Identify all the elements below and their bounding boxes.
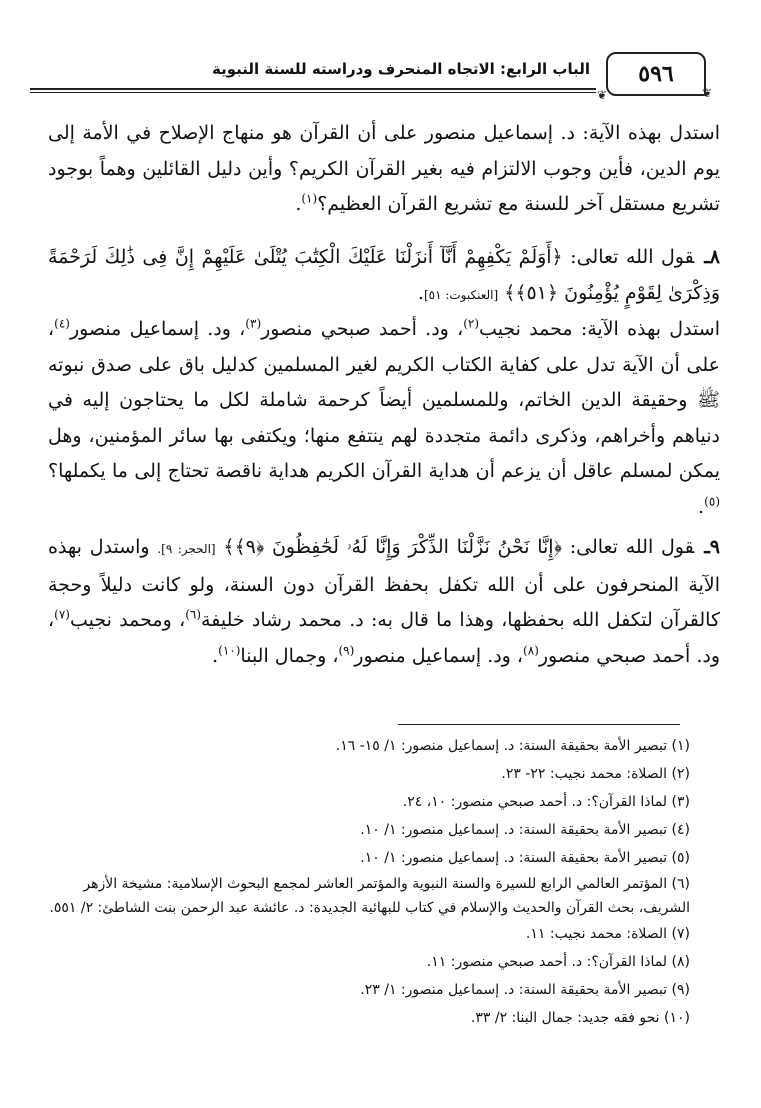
ornament-icon: ❦ (702, 86, 713, 100)
punctuation: . (417, 281, 424, 304)
paragraph-text: استدل بهذه الآية: د. إسماعيل منصور على أن القرآن هو منهاج الإصلاح في الأمة إلى يوم الدين، فأين وجوب الالتزام فيه بغير القرآن الكريم؟ وأين دليل القائلين وهماً بوجود تشريع مستقل آخر للسنة مع تشريع القرآن العظيم؟ (48, 122, 720, 215)
paragraph-text: ، وجمال البنا (240, 644, 339, 667)
paragraph-text: ، ود. إسماعيل منصور (69, 318, 246, 340)
footnote-item: (٨) لماذا القرآن؟: د. أحمد صبحي منصور: ١١. (426, 954, 690, 970)
footnote-item: (١٠) نحو فقه جديد: جمال البنا: ٢/ ٣٣. (470, 1010, 690, 1026)
punctuation: . (698, 495, 705, 518)
ornament-icon: ❦ (597, 88, 608, 102)
paragraph-text: ، على أن الآية تدل على كفاية الكتاب الكريم لغير المسلمين كدليل باق على صدق نبوته ﷺ وحقيقة الدين الخاتم، وللمسلمين أيضاً كرحمة شاملة لكل ما يحتاجون إليه في دنياهم وأخراهم، وذكرى دائمة متجددة لهم ينتفع منها؛ ويكتفى بها سائر المؤمنين، وهل يمكن لمسلم عاقل أن يزعم أن هداية القرآن الكريم هداية ناقصة تحتاج إلى ما يكملها؟ (48, 318, 720, 482)
footnote-separator (398, 724, 680, 725)
footnote-item: (٥) تبصير الأمة بحقيقة السنة: د. إسماعيل منصور: ١/ ١٠. (360, 850, 690, 866)
footnotes-list (40, 732, 690, 1032)
numbered-item-8 (48, 240, 720, 313)
header-rule (30, 88, 596, 90)
numbered-item-9 (48, 530, 720, 674)
paragraph-text: ، ود. إسماعيل منصور (354, 644, 524, 667)
paragraph-text: ، ومحمد نجيب (69, 609, 186, 631)
verse-citation: [الحجر: ٩]. (157, 542, 216, 556)
item-lead: قول الله تعالى: (562, 246, 695, 268)
item-number: ٨ـ (704, 246, 720, 268)
footnote-item: (٤) تبصير الأمة بحقيقة السنة: د. إسماعيل منصور: ١/ ١٠. (360, 822, 690, 838)
paragraph-text: استدل بهذه الآية: محمد نجيب (479, 318, 720, 340)
verse-citation: [العنكبوت: ٥١] (423, 287, 499, 302)
footnote-ref[interactable]: (٥) (704, 494, 720, 509)
footnote-ref[interactable]: (٦) (185, 607, 202, 622)
footnote-ref[interactable]: (١) (301, 191, 318, 206)
footnote-ref[interactable]: (٩) (338, 643, 355, 658)
footnote-ref[interactable]: (٢) (463, 316, 480, 331)
header-rule-thin (30, 92, 596, 93)
item-lead: قول الله تعالى: (561, 536, 695, 558)
footnote-ref[interactable]: (٣) (245, 316, 262, 331)
footnote-ref[interactable]: (٤) (54, 316, 70, 331)
paragraph-text: واستدل بهذه الآية المنحرفون على أن الله تكفل بحفظ القرآن دون السنة، ولو كانت دليلاً وحجة كالقرآن لتكفل الله بحفظها، وهذا ما قال به: د. محمد رشاد خليفة (48, 536, 721, 631)
item-number: ٩ـ (704, 536, 720, 558)
footnote-item: (٣) لماذا القرآن؟: د. أحمد صبحي منصور: ١٠، ٢٤. (402, 794, 690, 810)
paragraph-text: ، ود. أحمد صبحي منصور (48, 609, 720, 667)
page-number: ٥٩٦ (606, 52, 706, 96)
paragraph-text: ، ود. أحمد صبحي منصور (261, 318, 464, 340)
quran-verse: ﴿أَوَلَمْ يَكْفِهِمْ أَنَّآ أَنزَلْنَا عَلَيْكَ الْكِتَٰبَ يُتْلَىٰ عَلَيْهِمْ إِنَّ فِى ذَٰلِكَ لَرَحْمَةً وَذِكْرَىٰ لِقَوْمٍ يُؤْمِنُونَ ﴿٥١﴾﴾ (48, 246, 720, 304)
paragraph-1 (48, 116, 720, 223)
footnote-item: (٢) الصلاة: محمد نجيب: ٢٢- ٢٣. (501, 766, 690, 782)
footnote-item: (٩) تبصير الأمة بحقيقة السنة: د. إسماعيل منصور: ١/ ٢٣. (360, 982, 690, 998)
punctuation: . (212, 644, 219, 667)
punctuation: . (295, 193, 302, 215)
quran-verse: ﴿إِنَّا نَحْنُ نَزَّلْنَا الذِّكْرَ وَإِنَّا لَهُۥ لَحَٰفِظُونَ ﴿٩﴾﴾ (223, 536, 562, 558)
footnote-ref[interactable]: (٨) (523, 643, 539, 658)
footnote-item: (١) تبصير الأمة بحقيقة السنة: د. إسماعيل منصور: ١/ ١٥- ١٦. (335, 738, 690, 754)
footnote-item: (٧) الصلاة: محمد نجيب: ١١. (525, 926, 690, 942)
running-title: الباب الرابع: الاتجاه المنحرف ودراسته للسنة النبوية (212, 60, 590, 78)
footnote-item: (٦) المؤتمر العالمي الرابع للسيرة والسنة النبوية والمؤتمر العاشر لمجمع البحوث الإسلامية: مشيخة الأزهر الشريف، بحث القرآن والحديث والإسلام في كتاب للبهائية الجديدة: د. عائشة عبد الرحمن بنت الشاطئ: ٢/ ٥٥١. (49, 876, 690, 916)
page-header (30, 52, 731, 102)
paragraph-3 (48, 312, 720, 525)
footnote-ref[interactable]: (١٠) (218, 643, 241, 658)
footnote-ref[interactable]: (٧) (54, 607, 70, 622)
